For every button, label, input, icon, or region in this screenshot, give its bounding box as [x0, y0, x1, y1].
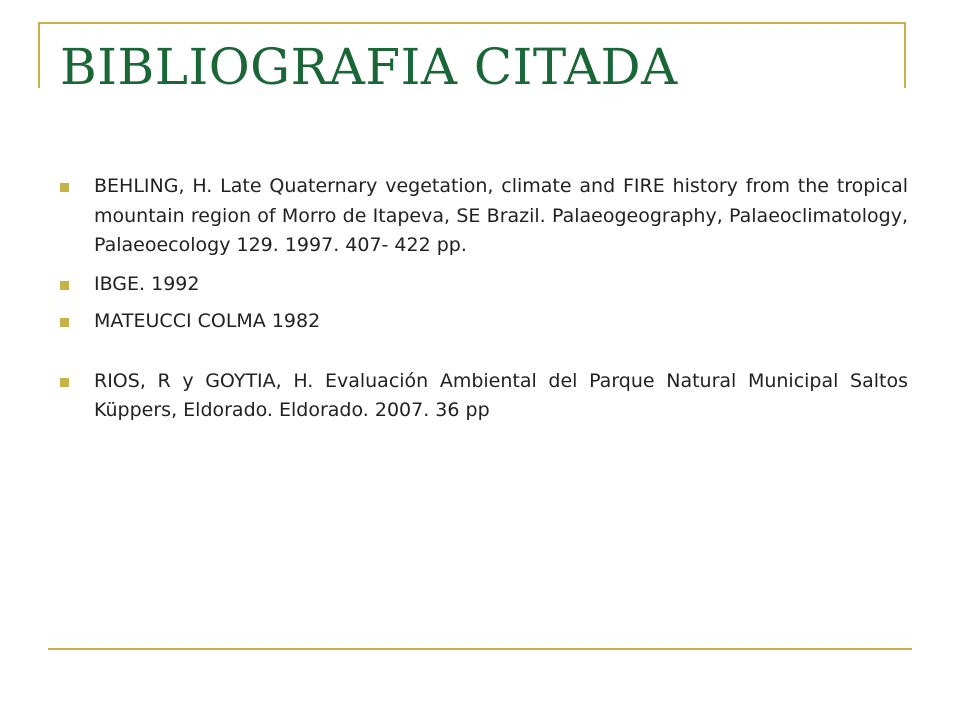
bibliography-item-rios: [60, 367, 908, 426]
bibliography-item-text: BEHLING, H. Late Quaternary vegetation, climate and FIRE history from the tropical mountain region of Morro de Itapeva, SE Brazil. Palaeogeography, Palaeoclimatology, Palaeoecology 129. 1997. 407- 422 pp.: [94, 175, 908, 256]
square-bullet-icon: [60, 183, 69, 192]
slide-title: BIBLIOGRAFIA CITADA: [60, 38, 678, 96]
bibliography-item-behling: [60, 172, 908, 261]
bibliography-list: [60, 172, 908, 426]
bibliography-item-text: MATEUCCI COLMA 1982: [94, 310, 321, 332]
bibliography-item-mateucci: [60, 307, 908, 337]
bibliography-item-text: IBGE. 1992: [94, 272, 200, 295]
square-bullet-icon: [60, 318, 69, 327]
frame-left-rule: [38, 22, 40, 88]
square-bullet-icon: [60, 378, 69, 387]
bibliography-item-ibge: [60, 270, 908, 300]
frame-bottom-rule: [48, 648, 912, 650]
bibliography-item-text: RIOS, R y GOYTIA, H. Evaluación Ambiental del Parque Natural Municipal Saltos Küppers, Eldorado. Eldorado. 2007. 36 pp: [94, 369, 908, 421]
frame-right-rule: [904, 22, 906, 88]
square-bullet-icon: [60, 281, 69, 290]
frame-top-rule: [38, 22, 906, 24]
